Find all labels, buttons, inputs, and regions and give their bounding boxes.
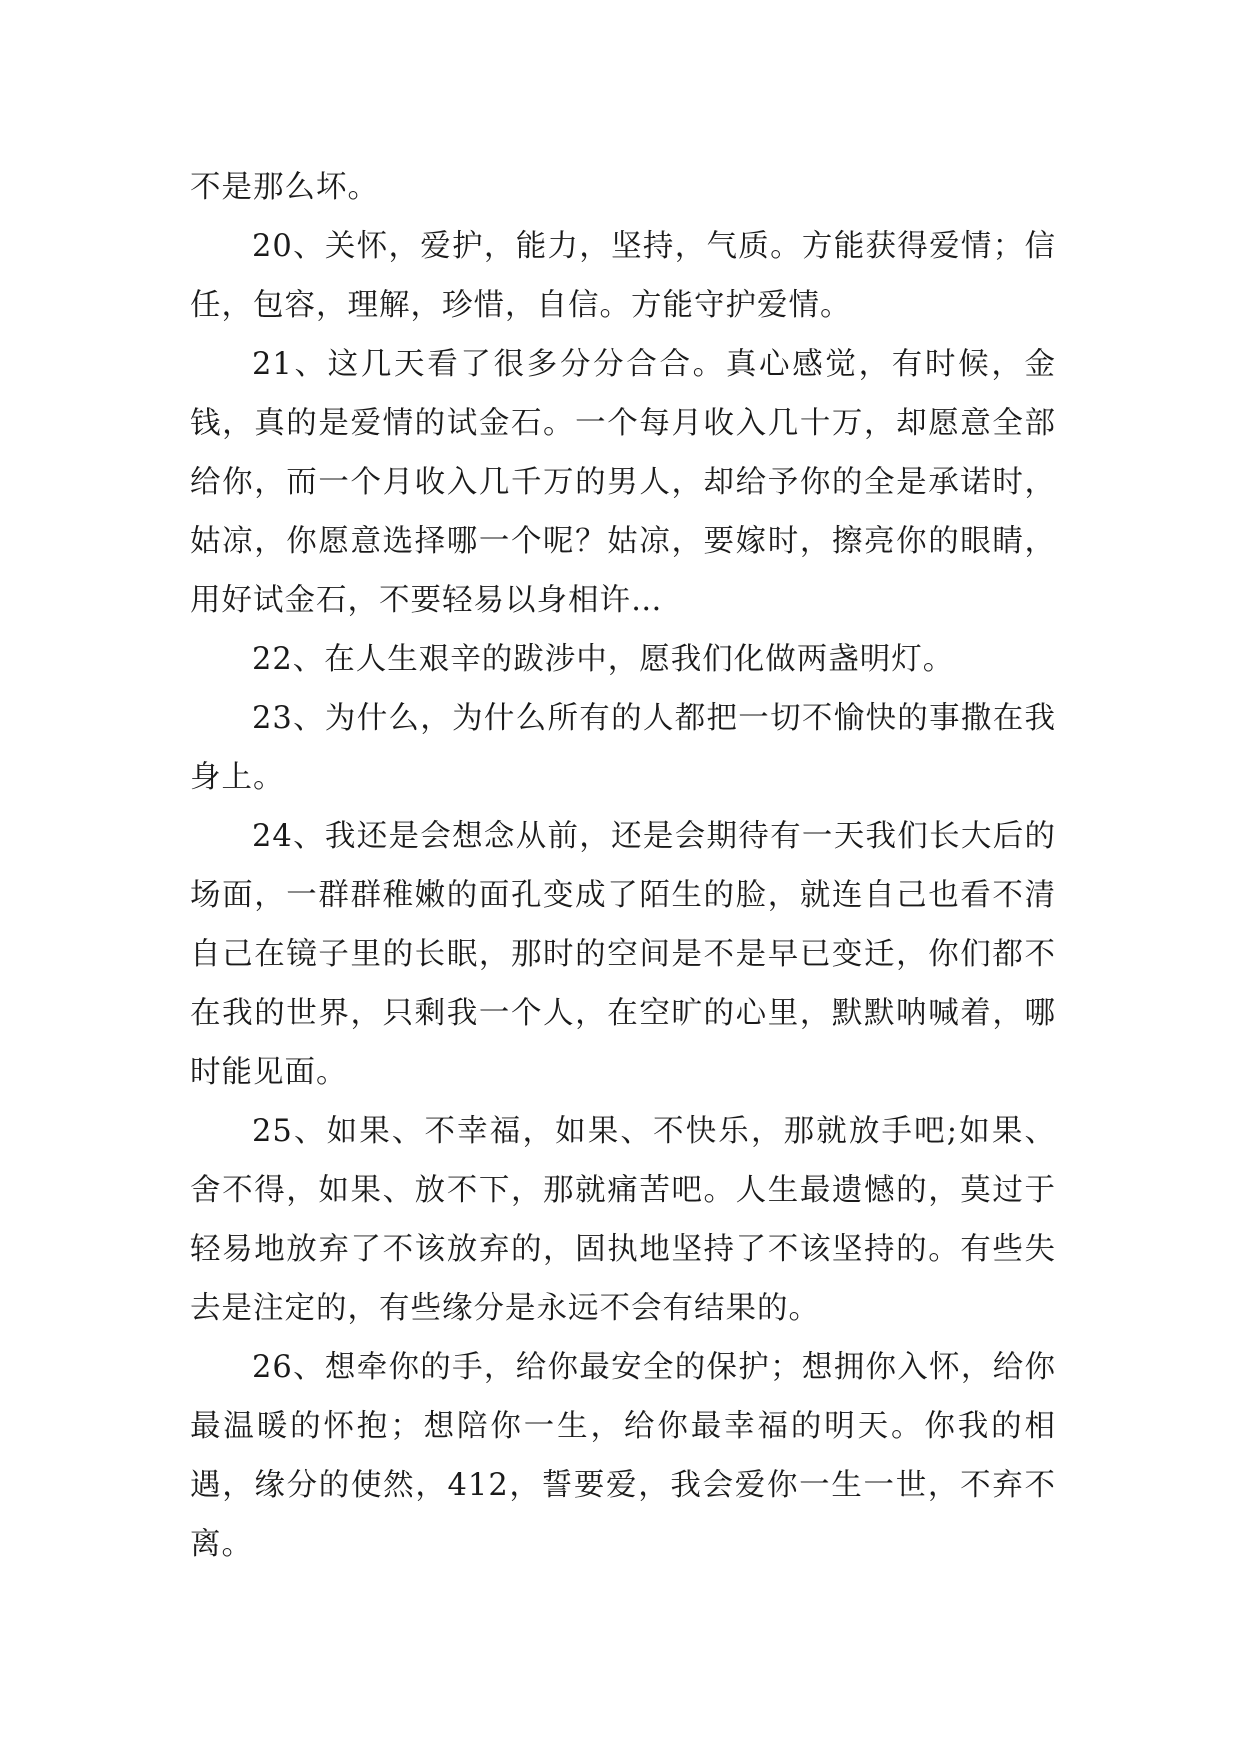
paragraph-item-25: 25、如果、不幸福，如果、不快乐，那就放手吧;如果、舍不得，如果、放不下，那就痛苦吧。人生最遗憾的，莫过于轻易地放弃了不该放弃的，固执地坚持了不该坚持的。有些失去是注定的，有些缘分是永远不会有结果的。	[190, 1114, 1056, 1326]
paragraph-item-20: 20、关怀，爱护，能力，坚持，气质。方能获得爱情；信任，包容，理解，珍惜，自信。方能守护爱情。	[190, 229, 1056, 323]
paragraph-continuation: 不是那么坏。	[190, 170, 379, 205]
paragraph-item-26: 26、想牵你的手，给你最安全的保护；想拥你入怀，给你最温暖的怀抱；想陪你一生，给你最幸福的明天。你我的相遇，缘分的使然，412，誓要爱，我会爱你一生一世，不弃不离。	[190, 1350, 1056, 1562]
paragraph-item-24: 24、我还是会想念从前，还是会期待有一天我们长大后的场面，一群群稚嫩的面孔变成了陌生的脸，就连自己也看不清自己在镜子里的长眠，那时的空间是不是早已变迁，你们都不在我的世界，只剩我一个人，在空旷的心里，默默呐喊着，哪时能见面。	[190, 819, 1056, 1090]
paragraph-item-22: 22、在人生艰辛的跋涉中，愿我们化做两盏明灯。	[252, 642, 955, 677]
paragraph-item-21: 21、这几天看了很多分分合合。真心感觉，有时候，金钱，真的是爱情的试金石。一个每月收入几十万，却愿意全部给你，而一个月收入几千万的男人，却给予你的全是承诺时，姑凉，你愿意选择哪一个呢？姑凉，要嫁时，擦亮你的眼睛，用好试金石，不要轻易以身相许…	[190, 347, 1056, 618]
document-body	[190, 158, 1056, 1574]
paragraph-item-23: 23、为什么，为什么所有的人都把一切不愉快的事撒在我身上。	[190, 701, 1056, 795]
